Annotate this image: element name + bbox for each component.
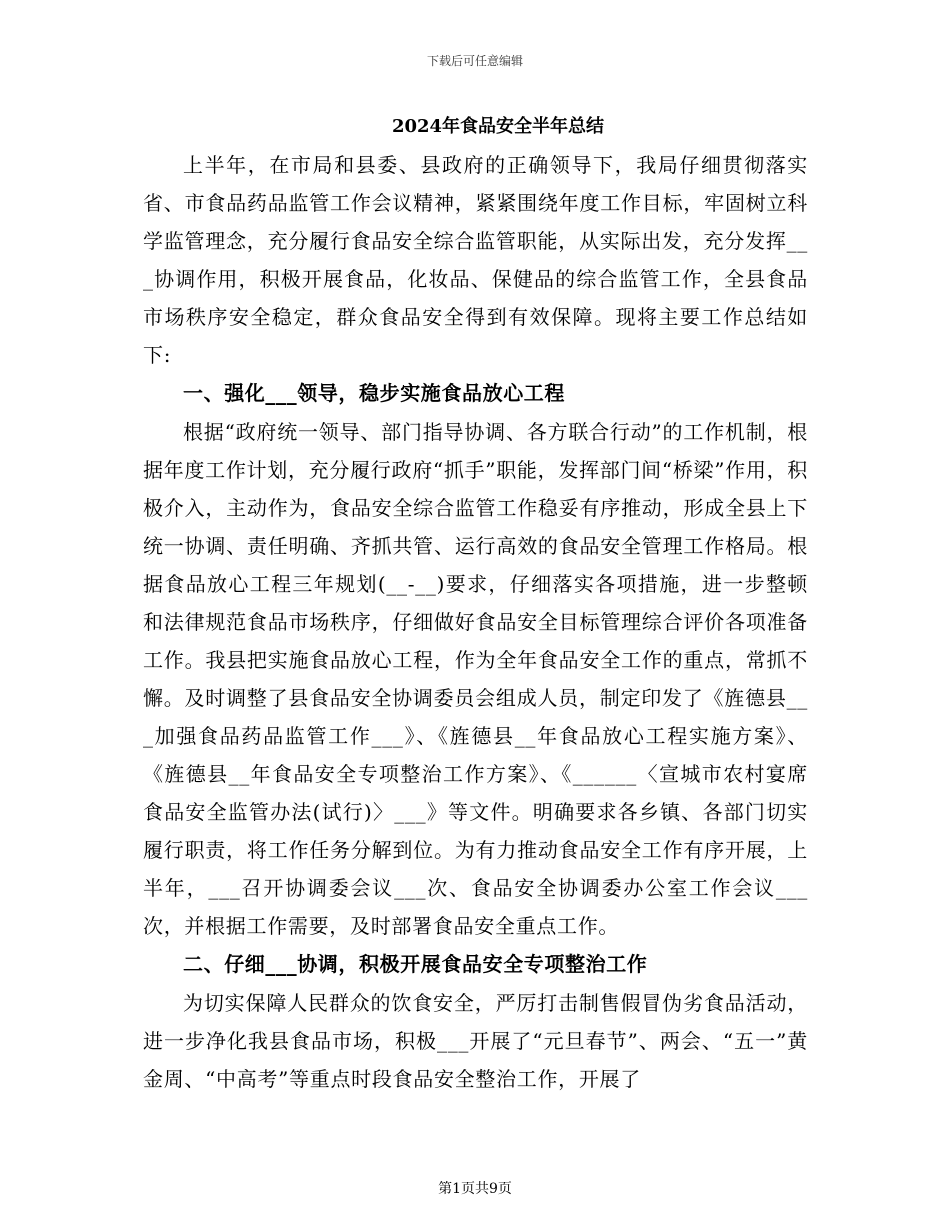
section-2-paragraph: 为切实保障人民群众的饮食安全，严厉打击制售假冒伪劣食品活动，进一步净化我县食品市场，积极___开展了“元旦春节”、两会、“五一”黄金周、“中高考”等重点时段食品安全整治工作，开展了 — [143, 991, 808, 1091]
page-header-note: 下载后可任意编辑 — [426, 54, 523, 68]
page-number-footer: 第1页共9页 — [438, 1181, 512, 1197]
intro-paragraph: 上半年，在市局和县委、县政府的正确领导下，我局仔细贯彻落实省、市食品药品监管工作会议精神，紧紧围绕年度工作目标，牢固树立科学监管理念，充分履行食品安全综合监管职能，从实际出发，充分发挥___协调作用，积极开展食品，化妆品、保健品的综合监管工作，全县食品市场秩序安全稳定，群众食品安全得到有效保障。现将主要工作总结如下: — [143, 153, 808, 367]
section-1-paragraph: 根据“政府统一领导、部门指导协调、各方联合行动”的工作机制，根据年度工作计划，充分履行政府“抓手”职能，发挥部门间“桥梁”作用，积极介入，主动作为，食品安全综合监管工作稳妥有序推动，形成全县上下统一协调、责任明确、齐抓共管、运行高效的食品安全管理工作格局。根据食品放心工程三年规划(__-__)要求，仔细落实各项措施，进一步整顿和法律规范食品市场秩序，仔细做好食品安全目标管理综合评价各项准备工作。我县把实施食品放心工程，作为全年食品安全工作的重点，常抓不懈。及时调整了县食品安全协调委员会组成人员，制定印发了《旌德县___加强食品药品监管工作___》、《旌德县__年食品放心工程实施方案》、《旌德县__年食品安全专项整治工作方案》、《______〈宣城市农村宴席食品安全监管办法(试行)〉___》等文件。明确要求各乡镇、各部门切实履行职责，将工作任务分解到位。为有力推动食品安全工作有序开展，上半年，___召开协调委会议___次、食品安全协调委办公室工作会议___次，并根据工作需要，及时部署食品安全重点工作。 — [143, 420, 808, 938]
document-body — [143, 146, 808, 1098]
section-heading-1: 一、强化___领导，稳步实施食品放心工程 — [183, 381, 565, 405]
document-title: 2024年食品安全半年总结 — [391, 116, 605, 137]
section-heading-2: 二、仔细___协调，积极开展食品安全专项整治工作 — [183, 952, 648, 976]
